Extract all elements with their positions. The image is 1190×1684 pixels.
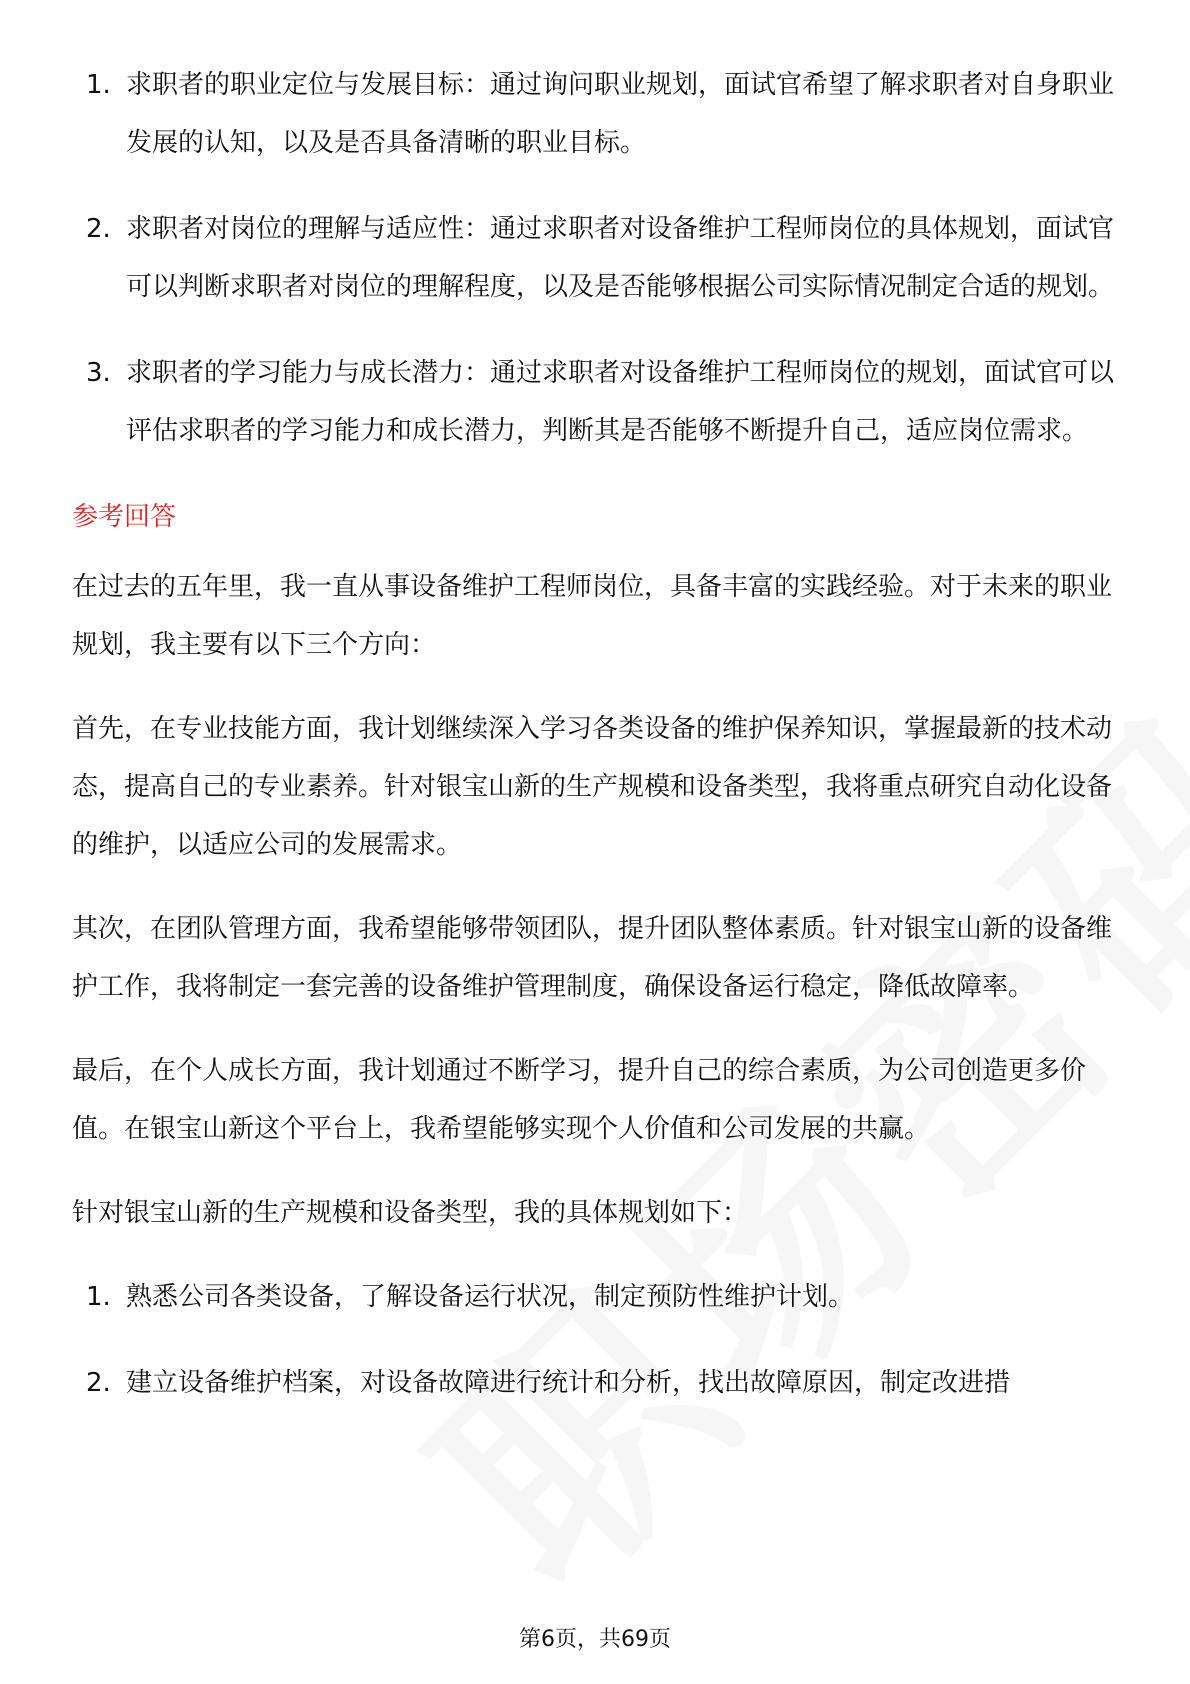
list-item-number: 1. <box>86 70 111 100</box>
list-item <box>72 56 1122 172</box>
criteria-list <box>72 56 1122 460</box>
document-content <box>72 56 1122 1440</box>
list-item-text: 求职者的职业定位与发展目标：通过询问职业规划，面试官希望了解求职者对自身职业发展的认知，以及是否具备清晰的职业目标。 <box>126 70 1115 158</box>
list-item <box>72 200 1122 316</box>
list-item <box>72 1354 1122 1412</box>
answer-paragraph: 其次，在团队管理方面，我希望能够带领团队，提升团队整体素质。针对银宝山新的设备维护工作，我将制定一套完善的设备维护管理制度，确保设备运行稳定，降低故障率。 <box>72 914 1113 1002</box>
list-item <box>72 1268 1122 1326</box>
answer-paragraph: 首先，在专业技能方面，我计划继续深入学习各类设备的维护保养知识，掌握最新的技术动态，提高自己的专业素养。针对银宝山新的生产规模和设备类型，我将重点研究自动化设备的维护，以适应公司的发展需求。 <box>72 714 1113 860</box>
answer-paragraph: 针对银宝山新的生产规模和设备类型，我的具体规划如下： <box>72 1198 749 1228</box>
plan-list <box>72 1268 1122 1412</box>
list-item-number: 2. <box>86 214 111 244</box>
page-footer: 第6页，共69页 <box>519 1627 671 1652</box>
list-item-number: 3. <box>86 358 111 388</box>
list-item-number: 2. <box>86 1368 111 1398</box>
list-item-text: 求职者对岗位的理解与适应性：通过求职者对设备维护工程师岗位的具体规划，面试官可以判断求职者对岗位的理解程度，以及是否能够根据公司实际情况制定合适的规划。 <box>126 214 1115 302</box>
section-title: 参考回答 <box>72 502 177 532</box>
answer-paragraph: 在过去的五年里，我一直从事设备维护工程师岗位，具备丰富的实践经验。对于未来的职业规划，我主要有以下三个方向： <box>72 572 1113 660</box>
answer-paragraph: 最后，在个人成长方面，我计划通过不断学习，提升自己的综合素质，为公司创造更多价值。在银宝山新这个平台上，我希望能够实现个人价值和公司发展的共赢。 <box>72 1056 1087 1144</box>
list-item-number: 1. <box>86 1282 111 1312</box>
list-item-text: 建立设备维护档案，对设备故障进行统计和分析，找出故障原因，制定改进措 <box>126 1368 1011 1398</box>
list-item-text: 求职者的学习能力与成长潜力：通过求职者对设备维护工程师岗位的规划，面试官可以评估求职者的学习能力和成长潜力，判断其是否能够不断提升自己，适应岗位需求。 <box>126 358 1115 446</box>
list-item-text: 熟悉公司各类设备，了解设备运行状况，制定预防性维护计划。 <box>126 1282 855 1312</box>
list-item <box>72 344 1122 460</box>
